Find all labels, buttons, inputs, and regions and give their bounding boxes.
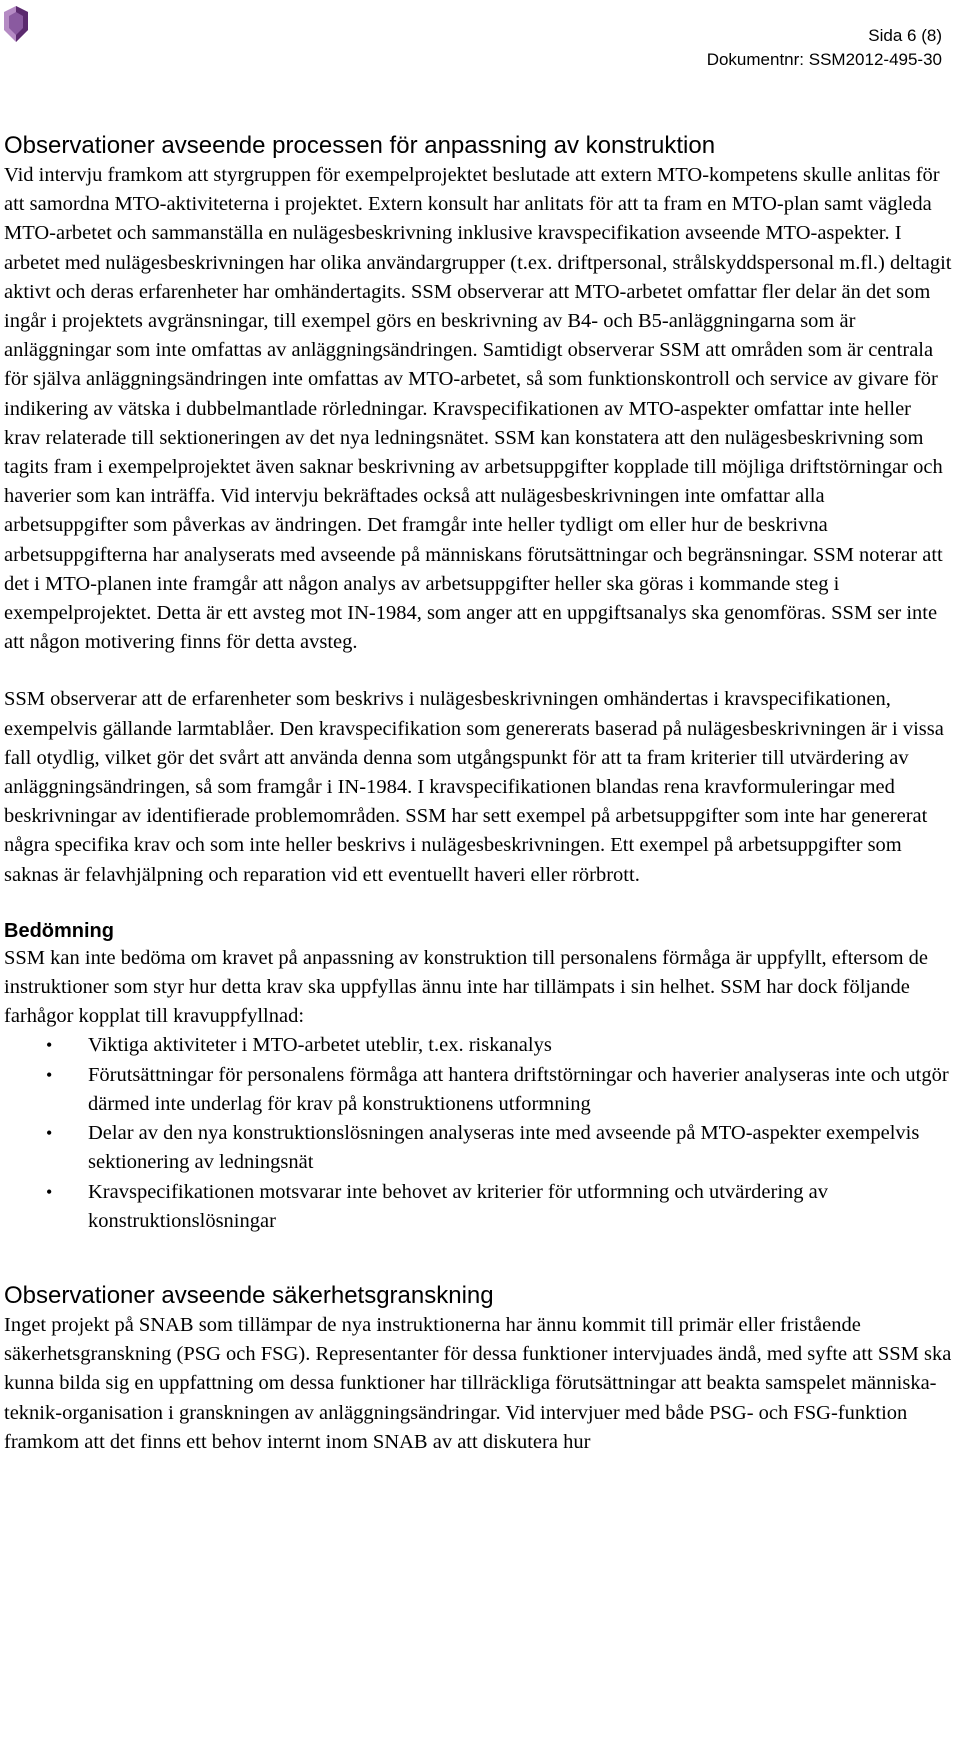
page-number: Sida 6 (8) bbox=[868, 26, 942, 45]
document-body bbox=[4, 131, 952, 1457]
document-number: Dokumentnr: SSM2012-495-30 bbox=[706, 50, 942, 69]
bullet-icon: • bbox=[46, 1035, 53, 1056]
bullet-icon: • bbox=[46, 1181, 53, 1202]
bullet-icon: • bbox=[46, 1123, 53, 1144]
paragraph-construction-1: Vid intervju framkom att styrgruppen för exempelprojektet beslutade att extern MTO-kompetens skulle anlitas för att samordna MTO-aktiviteterna i projektet. Extern konsult har anlitats för att ta fram en MTO-plan samt vägleda MTO-arbetet och sammanställa en nulägesbeskrivning inklusive kravspecifikation avseende MTO-aspekter. I arbetet med nulägesbeskrivningen har olika användargrupper (t.ex. driftpersonal, strålskyddspersonal m.fl.) deltagit aktivt och deras erfarenheter har omhändertagits. SSM observerar att MTO-arbetet omfattar fler delar än det som ingår i projektets avgränsningar, till exempel görs en beskrivning av B4- och B5-anläggningarna som är anläggningar som inte omfattas av anläggningsändringen. Samtidigt observerar SSM att områden som är centrala för själva anläggningsändringen inte omfattas av MTO-arbetet, så som funktionskontroll och service av givare för indikering av vätska i dubbelmantlade rörledningar. Kravspecifikationen av MTO-aspekter omfattar inte heller krav relaterade till sektioneringen av det nya ledningsnätet. SSM kan konstatera att den nulägesbeskrivning som tagits fram i exempelprojektet även saknar beskrivning av arbetsuppgifter kopplade till möjliga driftstörningar och haverier som kan inträffa. Vid intervju bekräftades också att nulägesbeskrivningen inte omfattar alla arbetsuppgifter som påverkas av ändringen. Det framgår inte heller tydligt om eller hur de beskrivna arbetsuppgifterna har analyserats med avseende på människans förutsättningar och begränsningar. SSM noterar att det i MTO-planen inte framgår att någon analys av arbetsuppgifter heller ska göras i kommande steg i exempelprojektet. Detta är ett avsteg mot IN-1984, som anger att en uppgiftsanalys ska genomföras. SSM ser inte att någon motivering finns för detta avsteg. bbox=[4, 164, 952, 654]
section-heading-construction: Observationer avseende processen för anpassning av konstruktion bbox=[4, 132, 716, 159]
paragraph-construction-2: SSM observerar att de erfarenheter som beskrivs i nulägesbeskrivningen omhändertas i kravspecifikationen, exempelvis gällande larmtablåer. Den kravspecifikation som genererats baserad på nulägesbeskrivningen är i vissa fall otydlig, vilket gör det svårt att använda denna som utgångspunkt för att ta fram kriterier till utvärdering av anläggningsändringen, så som framgår i IN-1984. I kravspecifikationen blandas rena kravformuleringar med beskrivningar av identifierade problemområden. SSM har sett exempel på arbetsuppgifter som inte har genererat några specifika krav och som inte heller beskrivs i nulägesbeskrivningen. Ett exempel på arbetsuppgifter som saknas är felavhjälpning och reparation vid ett eventuellt haveri eller rörbrott. bbox=[4, 688, 944, 886]
ssm-logo-icon bbox=[3, 4, 29, 44]
assessment-bullet-list bbox=[4, 1031, 952, 1235]
list-item: • Delar av den nya konstruktionslösningen analyseras inte med avseende på MTO-aspekter exempelvis sektionering av ledningsnät bbox=[4, 1119, 952, 1177]
bullet-icon: • bbox=[46, 1064, 53, 1085]
assessment-paragraph: SSM kan inte bedöma om kravet på anpassning av konstruktion till personalens förmåga är uppfyllt, eftersom de instruktioner som styr hur detta krav ska uppfyllas ännu inte har tillämpats i sin helhet. SSM har dock följande farhågor kopplat till kravuppfyllnad: bbox=[4, 946, 929, 1028]
list-item: • Viktiga aktiviteter i MTO-arbetet uteblir, t.ex. riskanalys bbox=[4, 1031, 952, 1060]
list-item: • Kravspecifikationen motsvarar inte behovet av kriterier för utformning och utvärdering av konstruktionslösningar bbox=[4, 1178, 952, 1236]
assessment-heading: Bedömning bbox=[4, 919, 114, 942]
section-heading-safety-review: Observationer avseende säkerhetsgranskning bbox=[4, 1281, 494, 1309]
list-item: • Förutsättningar för personalens förmåga att hantera driftstörningar och haverier analyseras inte och utgör därmed inte underlag för krav på konstruktionens utformning bbox=[4, 1061, 952, 1119]
page-header bbox=[707, 24, 942, 72]
paragraph-safety-review: Inget projekt på SNAB som tillämpar de nya instruktionerna har ännu kommit till primär eller fristående säkerhetsgranskning (PSG och FSG). Representanter för dessa funktioner intervjuades ändå, med syfte att SSM ska kunna bilda sig en uppfattning om dessa funktioner har tillräckliga förutsättningar att beakta samspelet människa-teknik-organisation i granskningen av anläggningsändringar. Vid intervjuer med både PSG- och FSG-funktion framkom att det finns ett behov internt inom SNAB av att diskutera hur bbox=[4, 1313, 952, 1453]
